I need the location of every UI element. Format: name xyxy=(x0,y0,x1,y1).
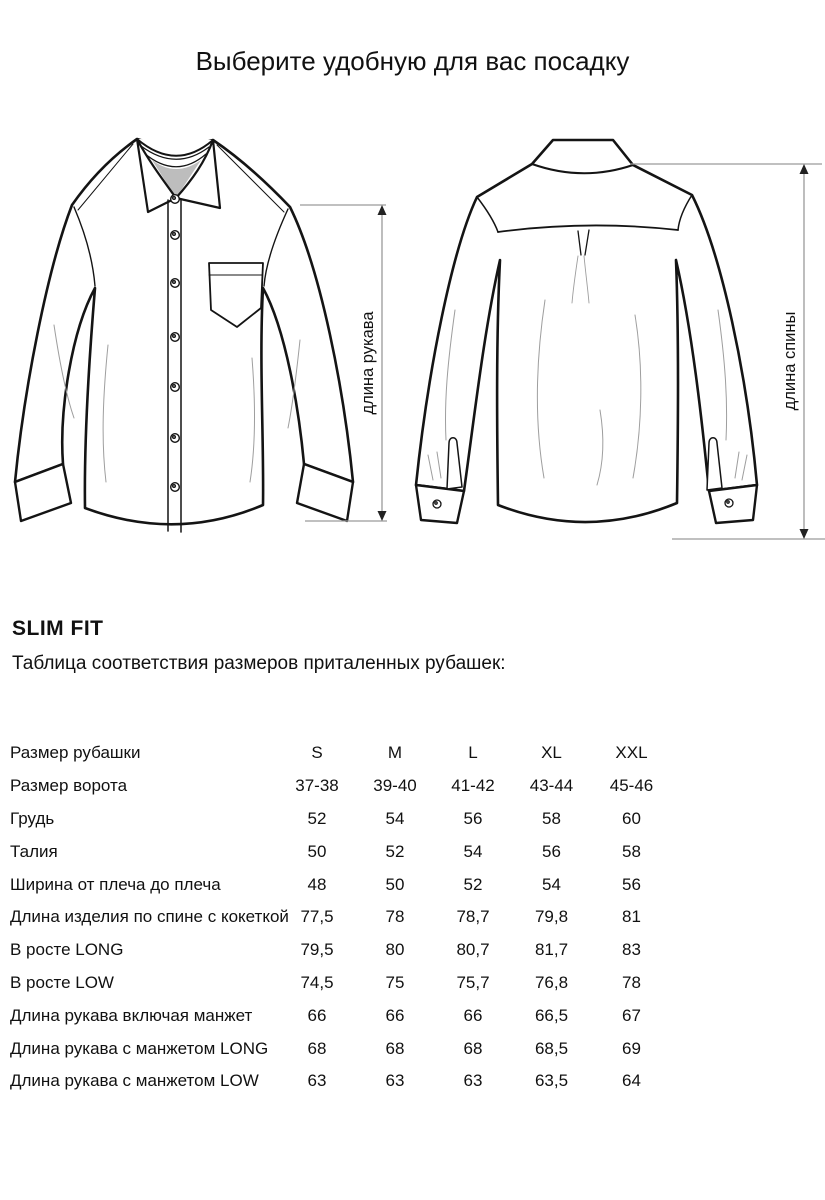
button-icon xyxy=(171,279,180,288)
row-value: 66 xyxy=(385,1005,405,1025)
row-value: 78 xyxy=(622,972,641,992)
row-value: 69 xyxy=(622,1038,641,1058)
row-value: 56 xyxy=(463,808,483,828)
table-subtitle: Таблица соответствия размеров приталенных рубашек: xyxy=(12,653,506,674)
row-value: L xyxy=(468,743,478,763)
row-label: Размер рубашки xyxy=(10,743,141,763)
table-row xyxy=(10,967,680,1000)
arrow-down-icon xyxy=(800,529,809,539)
size-table xyxy=(10,737,680,1098)
row-value: 50 xyxy=(307,841,327,861)
button-icon xyxy=(171,195,180,204)
row-label: Размер ворота xyxy=(10,776,128,796)
row-value: 64 xyxy=(622,1071,641,1091)
row-value: 66 xyxy=(307,1005,327,1025)
row-value: 63 xyxy=(307,1071,327,1091)
row-value: S xyxy=(311,743,323,763)
row-label: Ширина от плеча до плеча xyxy=(10,874,221,894)
row-value: XL xyxy=(541,743,562,763)
button-icon xyxy=(171,231,180,240)
table-row xyxy=(10,737,680,770)
table-row xyxy=(10,901,680,934)
back-shirt-silhouette xyxy=(416,140,757,522)
row-value: 74,5 xyxy=(300,972,334,992)
row-label: Длина рукава с манжетом LONG xyxy=(10,1038,269,1058)
row-value: 54 xyxy=(463,841,483,861)
row-value: 52 xyxy=(307,808,327,828)
row-value: 52 xyxy=(385,841,405,861)
row-value: 78,7 xyxy=(456,907,490,927)
row-value: 56 xyxy=(622,874,641,894)
row-value: 80 xyxy=(385,940,405,960)
row-value: 54 xyxy=(385,808,405,828)
row-value: 68,5 xyxy=(534,1038,569,1058)
row-label: В росте LONG xyxy=(10,940,124,960)
row-label: Длина рукава с манжетом LOW xyxy=(10,1071,259,1091)
row-label: Длина изделия по спине с кокеткой xyxy=(10,907,289,927)
table-row xyxy=(10,934,680,967)
row-value: 54 xyxy=(542,874,561,894)
row-value: 67 xyxy=(622,1005,641,1025)
row-value: 63 xyxy=(385,1071,405,1091)
table-row xyxy=(10,868,680,901)
shirt-size-diagram xyxy=(0,110,825,590)
page-title: Выберите удобную для вас посадку xyxy=(195,46,630,76)
row-value: 63,5 xyxy=(534,1071,569,1091)
button-icon xyxy=(171,434,180,443)
row-value: 68 xyxy=(307,1038,327,1058)
back-shirt-drawing xyxy=(416,140,757,523)
button-icon xyxy=(171,333,180,342)
row-value: 79,5 xyxy=(300,940,334,960)
row-value: 80,7 xyxy=(456,940,490,960)
arrow-up-icon xyxy=(800,164,809,174)
row-value: 81,7 xyxy=(534,940,569,960)
row-value: 83 xyxy=(622,940,641,960)
row-value: 68 xyxy=(463,1038,483,1058)
back-length-label: длина спины xyxy=(781,311,799,411)
row-value: 41-42 xyxy=(451,776,495,796)
row-value: XXL xyxy=(615,743,648,763)
row-label: Длина рукава включая манжет xyxy=(10,1005,253,1025)
table-row xyxy=(10,835,680,868)
button-icon xyxy=(171,483,180,492)
row-value: 37-38 xyxy=(295,776,339,796)
row-value: 45-46 xyxy=(609,776,654,796)
table-row xyxy=(10,1032,680,1065)
row-value: 43-44 xyxy=(529,776,574,796)
row-label: Талия xyxy=(10,841,58,861)
table-row xyxy=(10,770,680,803)
row-value: 76,8 xyxy=(534,972,569,992)
row-label: В росте LOW xyxy=(10,972,114,992)
arrow-down-icon xyxy=(378,511,387,521)
row-value: 75 xyxy=(385,972,405,992)
button-icon xyxy=(433,500,441,508)
sleeve-length-label: длина рукава xyxy=(359,311,377,415)
row-value: 79,8 xyxy=(534,907,569,927)
button-icon xyxy=(725,499,733,507)
row-value: 77,5 xyxy=(300,907,334,927)
row-value: 56 xyxy=(542,841,561,861)
row-value: 81 xyxy=(622,907,641,927)
row-value: 48 xyxy=(307,874,327,894)
row-value: 68 xyxy=(385,1038,405,1058)
row-value: M xyxy=(387,743,403,763)
row-value: 39-40 xyxy=(373,776,417,796)
row-value: 58 xyxy=(622,841,641,861)
button-icon xyxy=(171,383,180,392)
row-value: 75,7 xyxy=(456,972,490,992)
row-value: 50 xyxy=(385,874,405,894)
row-value: 52 xyxy=(463,874,483,894)
row-value: 60 xyxy=(622,808,641,828)
row-value: 58 xyxy=(542,808,561,828)
table-row xyxy=(10,1065,680,1098)
table-row xyxy=(10,999,680,1032)
fit-heading: SLIM FIT xyxy=(12,617,104,640)
arrow-up-icon xyxy=(378,205,387,215)
row-value: 78 xyxy=(385,907,405,927)
row-value: 66,5 xyxy=(534,1005,569,1025)
front-shirt-drawing xyxy=(15,139,353,532)
row-label: Грудь xyxy=(10,808,55,828)
row-value: 63 xyxy=(463,1071,483,1091)
row-value: 66 xyxy=(463,1005,483,1025)
table-row xyxy=(10,803,680,836)
